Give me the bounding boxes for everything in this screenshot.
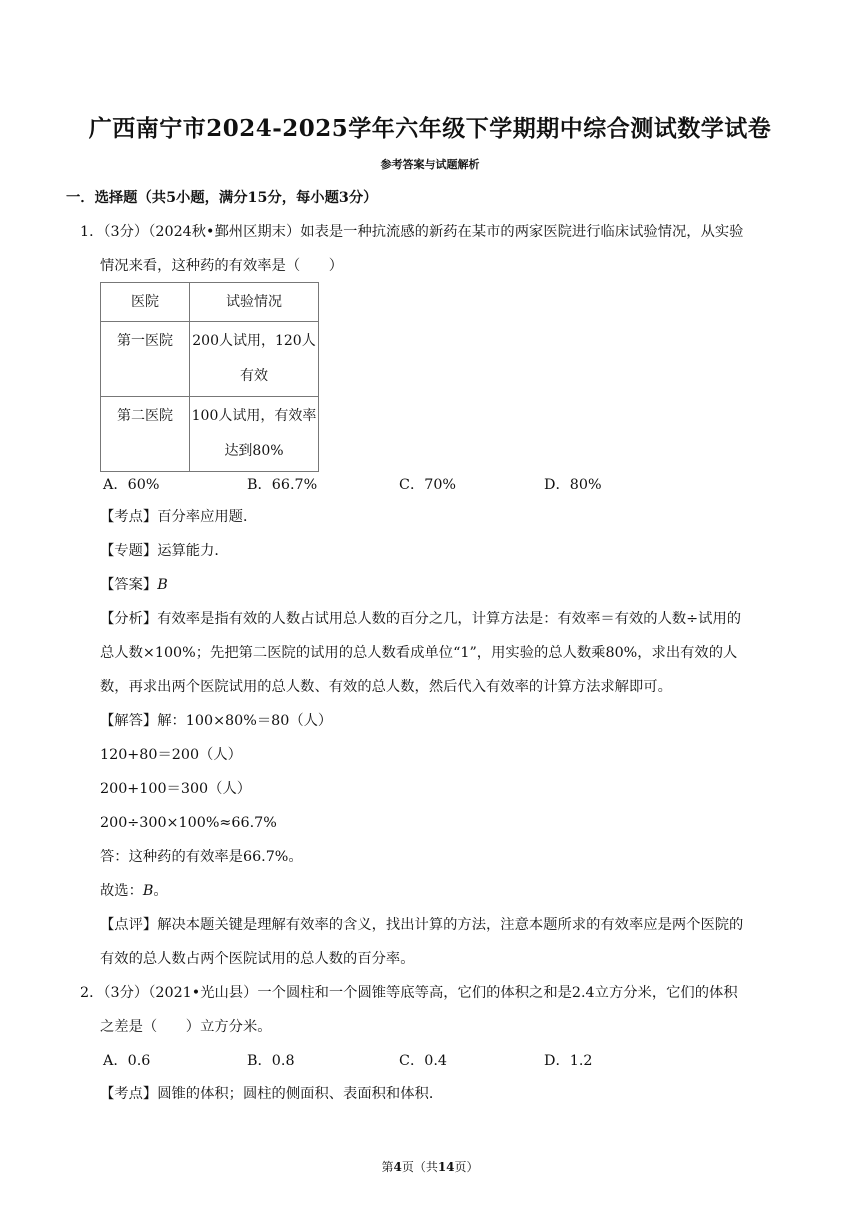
label: 【考点】	[100, 509, 158, 525]
q1-stem-line1: 1．（3分）（2024秋•鄞州区期末）如表是一种抗流感的新药在某市的两家医院进行临床试验情况，从实验	[80, 224, 744, 240]
table-row	[101, 397, 319, 472]
q1-dianping-line1	[100, 915, 743, 935]
q1-option-d: D．80%	[544, 477, 602, 493]
table-header-cell: 医院	[101, 283, 190, 322]
page-footer	[0, 1158, 860, 1175]
label: 故选：	[100, 883, 143, 899]
table-header-row	[101, 283, 319, 322]
q1-fenxi-line3: 数，再求出两个医院试用的总人数、有效的总人数，然后代入有效率的计算方法求解即可。	[100, 679, 672, 695]
q1-calc-line: 200÷300×100%≈66.7%	[100, 815, 277, 831]
q1-reply: 答：这种药的有效率是66.7%。	[100, 849, 303, 865]
q1-calc-line: 120+80＝200（人）	[100, 747, 242, 763]
q2-option-a: A．0.6	[103, 1053, 151, 1069]
q1-option-a: A．60%	[103, 477, 160, 493]
table-cell-result	[190, 397, 319, 472]
q1-fenxi-line1	[100, 609, 741, 629]
label: 【考点】	[100, 1086, 158, 1102]
q2-option-b: B．0.8	[247, 1053, 295, 1069]
q2-kaodian	[100, 1084, 443, 1104]
value: 百分率应用题．	[157, 509, 258, 525]
q2-option-d: D．1.2	[544, 1053, 593, 1069]
q2-option-c: C．0.4	[399, 1053, 447, 1069]
value: 圆锥的体积；圆柱的侧面积、表面积和体积．	[157, 1086, 444, 1102]
table-cell-line: 100人试用，有效率	[191, 408, 317, 424]
page-title: 广西南宁市2024-2025学年六年级下学期期中综合测试数学试卷	[88, 115, 772, 142]
q1-dianping-line2: 有效的总人数占两个医院试用的总人数的百分率。	[100, 951, 415, 967]
q1-table	[100, 282, 319, 472]
q1-fenxi-line2: 总人数×100%；先把第二医院的试用的总人数看成单位“1”，用实验的总人数乘80%，求出有效的人	[100, 645, 738, 661]
q1-kaodian	[100, 507, 257, 527]
value: 解：100×80%＝80（人）	[157, 713, 333, 729]
value: B	[157, 577, 168, 593]
value: 解决本题关键是理解有效率的含义，找出计算的方法，注意本题所求的有效率应是两个医院的	[157, 917, 744, 933]
q1-option-b: B．66.7%	[247, 477, 318, 493]
footer-text: 页）	[454, 1160, 479, 1174]
q1-jieda-line1	[100, 711, 332, 731]
table-cell-hospital: 第二医院	[101, 397, 190, 472]
value: 有效率是指有效的人数占试用总人数的百分之几，计算方法是：有效率＝有效的人数÷试用的	[157, 611, 742, 627]
q1-choose	[100, 881, 168, 901]
section-heading: 一．选择题（共5小题，满分15分，每小题3分）	[66, 190, 378, 206]
label: 【解答】	[100, 713, 158, 729]
table-cell-line: 200人试用，120人	[192, 333, 316, 349]
q2-stem-line2: 之差是（ ）立方分米。	[100, 1019, 272, 1035]
label: 【答案】	[100, 577, 158, 593]
q1-zhuanti	[100, 541, 229, 561]
label: 【点评】	[100, 917, 158, 933]
table-row	[101, 322, 319, 397]
table-cell-line: 有效	[240, 368, 268, 384]
q1-calc-line: 200+100＝300（人）	[100, 781, 252, 797]
suffix: 。	[153, 883, 168, 899]
page-total: 14	[437, 1160, 455, 1174]
label: 【专题】	[100, 543, 158, 559]
label: 【分析】	[100, 611, 158, 627]
table-cell-hospital: 第一医院	[101, 322, 190, 397]
q1-answer	[100, 575, 168, 595]
page-number: 4	[393, 1160, 402, 1174]
value: B	[142, 883, 154, 899]
page-subtitle: 参考答案与试题解析	[380, 158, 480, 171]
q1-stem-line2: 情况来看，这种药的有效率是（ ）	[100, 258, 344, 274]
value: 运算能力．	[157, 543, 229, 559]
table-header-cell: 试验情况	[190, 283, 319, 322]
q1-option-c: C．70%	[399, 477, 457, 493]
footer-text: 页（共	[401, 1160, 438, 1174]
footer-text: 第	[381, 1160, 394, 1174]
q2-stem-line1: 2．（3分）（2021•光山县）一个圆柱和一个圆锥等底等高，它们的体积之和是2.4立方分米，它们的体积	[80, 985, 738, 1001]
table-cell-line: 达到80%	[224, 443, 284, 459]
table-cell-result	[190, 322, 319, 397]
